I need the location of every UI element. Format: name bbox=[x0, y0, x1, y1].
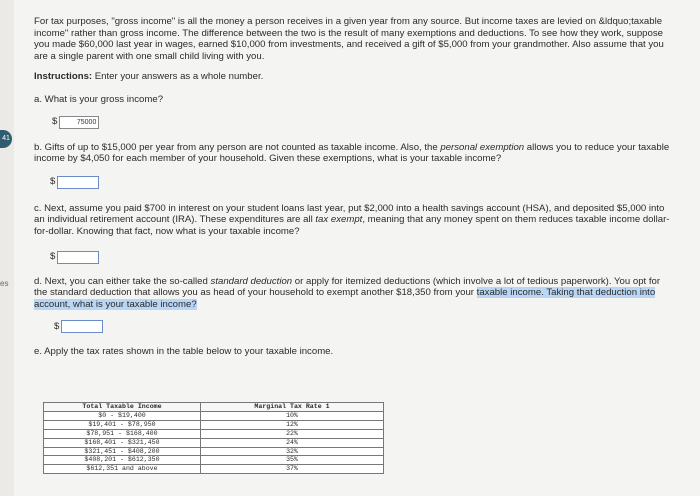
currency-symbol: $ bbox=[50, 176, 56, 188]
currency-symbol: $ bbox=[54, 321, 60, 333]
income-bracket: $19,401 - $78,950 bbox=[44, 420, 201, 429]
question-c-term: tax exempt bbox=[315, 214, 363, 226]
taxable-income-b-input[interactable] bbox=[57, 176, 99, 189]
income-bracket: $0 - $19,400 bbox=[44, 411, 201, 420]
question-c bbox=[34, 203, 676, 264]
taxable-income-c-input[interactable] bbox=[57, 251, 99, 264]
gross-income-input[interactable]: 75000 bbox=[59, 116, 99, 129]
currency-symbol: $ bbox=[50, 251, 56, 263]
question-b-post: allows you to reduce your taxable income by $4,050 for each member of your household. Given these exemptions, what is your taxable income? bbox=[34, 141, 670, 165]
taxable-income-d-input[interactable] bbox=[61, 320, 103, 333]
table-row bbox=[44, 438, 384, 447]
question-content bbox=[34, 16, 676, 358]
tax-rate-table bbox=[43, 402, 384, 474]
table-row bbox=[44, 411, 384, 420]
header-total-taxable-income: Total Taxable Income bbox=[44, 403, 201, 412]
question-d bbox=[34, 276, 676, 334]
question-d-pre: d. Next, you can either take the so-called bbox=[34, 275, 211, 287]
table-row bbox=[44, 447, 384, 456]
intro-paragraph: For tax purposes, "gross income" is all the money a person receives in a given year from any source. But income taxes are levied on &ldquo;taxable income" rather than gross income. The difference between the two is the result of many exemptions and deductions. To see how they work, suppose you made $60,000 last year in wages, earned $10,000 from investments, and received a gift of $5,000 from your grandmother. Also assume that you are a single parent with one small child living with you. bbox=[34, 16, 664, 62]
question-b-term: personal exemption bbox=[440, 141, 525, 153]
question-d-highlight: taxable income. Taking that deduction into account, what is your taxable income? bbox=[34, 287, 656, 310]
question-d-term: standard deduction bbox=[210, 275, 293, 287]
question-b-text bbox=[34, 142, 676, 165]
question-e-text: e. Apply the tax rates shown in the table below to your taxable income. bbox=[34, 346, 334, 358]
tax-rate: 12% bbox=[201, 420, 384, 429]
income-bracket: $78,951 - $168,400 bbox=[44, 429, 201, 438]
question-d-text bbox=[34, 276, 676, 311]
income-bracket: $408,201 - $612,350 bbox=[44, 456, 201, 465]
currency-symbol: $ bbox=[52, 116, 58, 128]
question-c-pre: c. Next, assume you paid $700 in interest on your student loans last year, put $2,000 into a health savings account (HSA), and deposited $5,000 into an individual retirement account (IRA). These expenditures are all bbox=[34, 202, 665, 226]
question-a bbox=[34, 94, 676, 129]
income-bracket: $321,451 - $408,200 bbox=[44, 447, 201, 456]
question-c-post: , meaning that any money spent on them reduces taxable income dollar-for-dollar. Knowing that fact, now what is your taxable income? bbox=[34, 214, 670, 237]
table-row bbox=[44, 456, 384, 465]
tax-rate: 22% bbox=[201, 429, 384, 438]
table-row bbox=[44, 429, 384, 438]
question-b bbox=[34, 142, 676, 189]
income-bracket: $168,401 - $321,450 bbox=[44, 438, 201, 447]
question-d-mid: or apply for itemized deductions (which involve a lot of tedious paperwork). You opt for the standard deduction that allows you as head of your household to exempt another $18,350 from your bbox=[34, 275, 661, 299]
tax-rate: 10% bbox=[201, 411, 384, 420]
tax-table-header-row bbox=[44, 403, 384, 412]
tax-rate: 35% bbox=[201, 456, 384, 465]
left-rail bbox=[0, 0, 14, 496]
tax-rate: 37% bbox=[201, 465, 384, 474]
instructions-label: Instructions: bbox=[34, 71, 93, 83]
income-bracket: $612,351 and above bbox=[44, 465, 201, 474]
instructions bbox=[34, 71, 676, 83]
header-marginal-tax-rate: Marginal Tax Rate 1 bbox=[201, 403, 384, 412]
table-row bbox=[44, 420, 384, 429]
question-b-pre: b. Gifts of up to $15,000 per year from any person are not counted as taxable income. Also, the bbox=[34, 141, 441, 153]
rail-label: es bbox=[0, 279, 9, 288]
table-row bbox=[44, 465, 384, 474]
instructions-text: Enter your answers as a whole number. bbox=[92, 71, 264, 83]
question-a-text: a. What is your gross income? bbox=[34, 93, 164, 105]
tax-rate: 24% bbox=[201, 438, 384, 447]
tax-rate: 32% bbox=[201, 447, 384, 456]
question-badge[interactable]: 41 bbox=[0, 130, 12, 148]
question-c-text bbox=[34, 203, 676, 238]
